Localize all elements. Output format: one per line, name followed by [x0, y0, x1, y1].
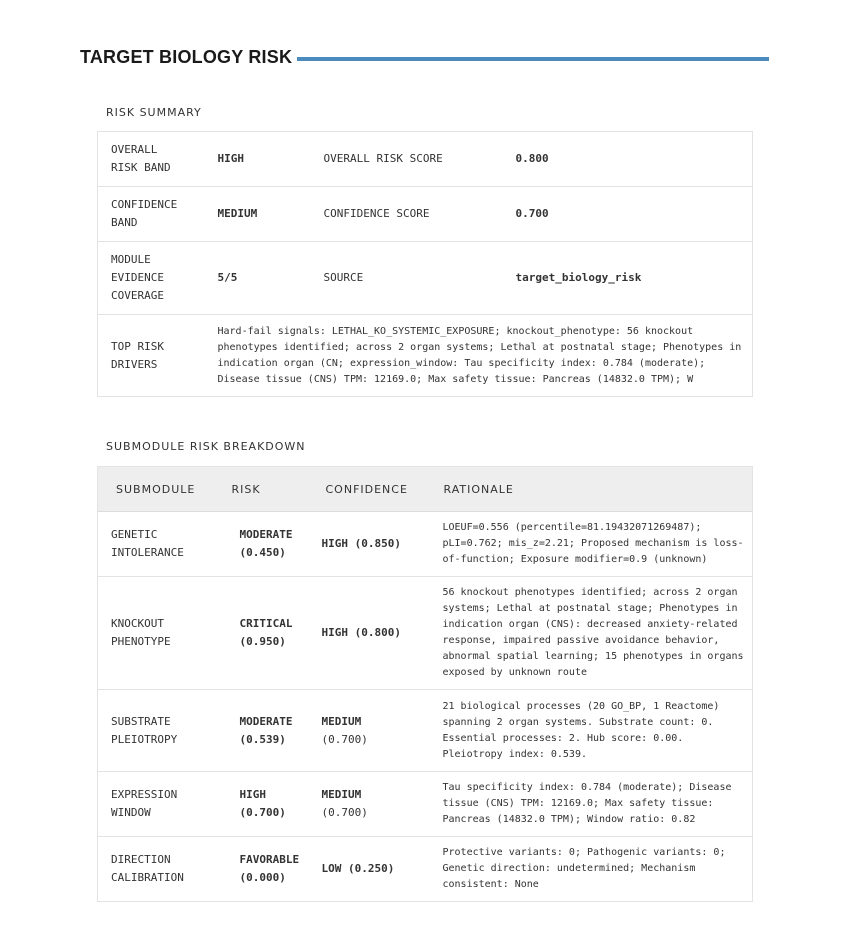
breakdown-header-row: [98, 467, 753, 512]
confidence-value: MEDIUM: [321, 788, 362, 801]
page-title: TARGET BIOLOGY RISK: [80, 47, 293, 67]
submodule-name-line: EXPRESSION: [111, 788, 178, 801]
summary-value: MEDIUM: [205, 187, 311, 242]
confidence-value: LOW (0.250): [321, 862, 395, 875]
column-header-risk: RISK: [219, 467, 313, 512]
risk-score: (0.539): [239, 732, 286, 746]
submodule-name-line: CALIBRATION: [111, 871, 184, 884]
submodule-name-line: GENETIC: [111, 528, 158, 541]
summary-label-line: RISK BAND: [111, 161, 171, 174]
submodule-rationale: Tau specificity index: 0.784 (moderate); Disease tissue (CNS) TPM: 12169.0; Max safety tissue: Pancreas (14832.0 TPM); Window ratio: 0.82: [431, 772, 753, 837]
risk-summary-label: RISK SUMMARY: [106, 106, 202, 119]
summary-value-2: 0.700: [503, 187, 753, 242]
summary-label: [98, 132, 205, 187]
risk-score: (0.700): [239, 806, 286, 819]
summary-value: 5/5: [205, 242, 311, 315]
summary-label-line: COVERAGE: [111, 289, 164, 302]
risk-score: (0.000): [239, 871, 286, 884]
submodule-name-line: WINDOW: [111, 806, 151, 819]
submodule-name: [98, 772, 219, 837]
submodule-name: [98, 690, 219, 772]
summary-value: HIGH: [205, 132, 311, 187]
summary-label-line: MODULE: [111, 253, 151, 266]
risk-band: MODERATE: [239, 714, 293, 728]
summary-label-line: BAND: [111, 216, 138, 229]
risk-score: (0.950): [239, 635, 286, 648]
column-header-rationale: RATIONALE: [431, 467, 753, 512]
submodule-rationale: 21 biological processes (20 GO_BP, 1 Reactome) spanning 2 organ systems. Substrate count: 0. Essential processes: 2. Hub score: 0.00. Pleiotropy index: 0.539.: [431, 690, 753, 772]
table-row: [98, 512, 753, 577]
breakdown-label: SUBMODULE RISK BREAKDOWN: [106, 440, 306, 453]
summary-label-line: OVERALL: [111, 143, 158, 156]
submodule-name-line: DIRECTION: [111, 853, 171, 866]
summary-row: [98, 132, 753, 187]
submodule-risk: [219, 837, 313, 902]
confidence-score: (0.700): [321, 732, 368, 746]
submodule-risk: [219, 577, 313, 690]
table-row: [98, 690, 753, 772]
confidence-value: HIGH (0.800): [321, 626, 401, 639]
submodule-rationale: Protective variants: 0; Pathogenic variants: 0; Genetic direction: undetermined; Mechanism consistent: None: [431, 837, 753, 902]
summary-label: [98, 315, 205, 397]
summary-value-2: 0.800: [503, 132, 753, 187]
summary-value-2: target_biology_risk: [503, 242, 753, 315]
confidence-value: MEDIUM: [321, 714, 362, 728]
submodule-name: [98, 512, 219, 577]
column-header-confidence: CONFIDENCE: [313, 467, 431, 512]
confidence-value: HIGH (0.850): [321, 537, 401, 550]
risk-score: (0.450): [239, 546, 286, 559]
summary-label: [98, 242, 205, 315]
summary-label-line: EVIDENCE: [111, 271, 164, 284]
summary-label-line: TOP RISK: [111, 339, 164, 353]
risk-band: HIGH: [239, 788, 266, 801]
submodule-risk: [219, 772, 313, 837]
table-row: [98, 577, 753, 690]
summary-row: [98, 187, 753, 242]
summary-row: [98, 242, 753, 315]
submodule-confidence: [313, 690, 431, 772]
risk-band: FAVORABLE: [239, 853, 300, 866]
submodule-name-line: INTOLERANCE: [111, 546, 184, 559]
title-rule: [297, 57, 769, 61]
submodule-rationale: 56 knockout phenotypes identified; across 2 organ systems; Lethal at postnatal stage; Phenotypes in indication organ (CNS): decreased anxiety-related response, impaired passive avoidance behavior, abnormal spatial learning; 15 phenotypes in organs exposed by unknown route: [431, 577, 753, 690]
confidence-score: (0.700): [321, 806, 368, 819]
submodule-confidence: [313, 512, 431, 577]
top-risk-drivers-text: Hard-fail signals: LETHAL_KO_SYSTEMIC_EXPOSURE; knockout_phenotype: 56 knockout phenotypes identified; across 2 organ systems; Lethal at postnatal stage; Phenotypes in indication organ (CN; expression_window: Tau specificity index: 0.784 (moderate); Disease tissue (CNS) TPM: 12169.0; Max safety tissue: Pancreas (14832.0 TPM); W: [205, 315, 753, 397]
submodule-rationale: LOEUF=0.556 (percentile=81.19432071269487); pLI=0.762; mis_z=2.21; Proposed mechanism is loss-of-function; Exposure modifier=0.9 (unknown): [431, 512, 753, 577]
submodule-confidence: [313, 577, 431, 690]
table-row: [98, 772, 753, 837]
risk-band: CRITICAL: [239, 617, 293, 630]
risk-summary-table: [97, 131, 753, 397]
summary-label-2: SOURCE: [311, 242, 503, 315]
submodule-name: [98, 577, 219, 690]
submodule-risk: [219, 512, 313, 577]
summary-label: [98, 187, 205, 242]
breakdown-table: [97, 466, 753, 902]
submodule-name-line: PLEIOTROPY: [111, 732, 178, 746]
summary-label-2: OVERALL RISK SCORE: [311, 132, 503, 187]
submodule-name-line: PHENOTYPE: [111, 635, 171, 648]
submodule-name-line: KNOCKOUT: [111, 617, 164, 630]
submodule-confidence: [313, 772, 431, 837]
submodule-confidence: [313, 837, 431, 902]
summary-label-line: CONFIDENCE: [111, 198, 178, 211]
summary-label-line: DRIVERS: [111, 357, 158, 371]
submodule-name-line: SUBSTRATE: [111, 714, 171, 728]
table-row: [98, 837, 753, 902]
submodule-risk: [219, 690, 313, 772]
summary-label-2: CONFIDENCE SCORE: [311, 187, 503, 242]
summary-drivers-row: [98, 315, 753, 397]
risk-band: MODERATE: [239, 528, 293, 541]
column-header-submodule: SUBMODULE: [98, 467, 219, 512]
submodule-name: [98, 837, 219, 902]
